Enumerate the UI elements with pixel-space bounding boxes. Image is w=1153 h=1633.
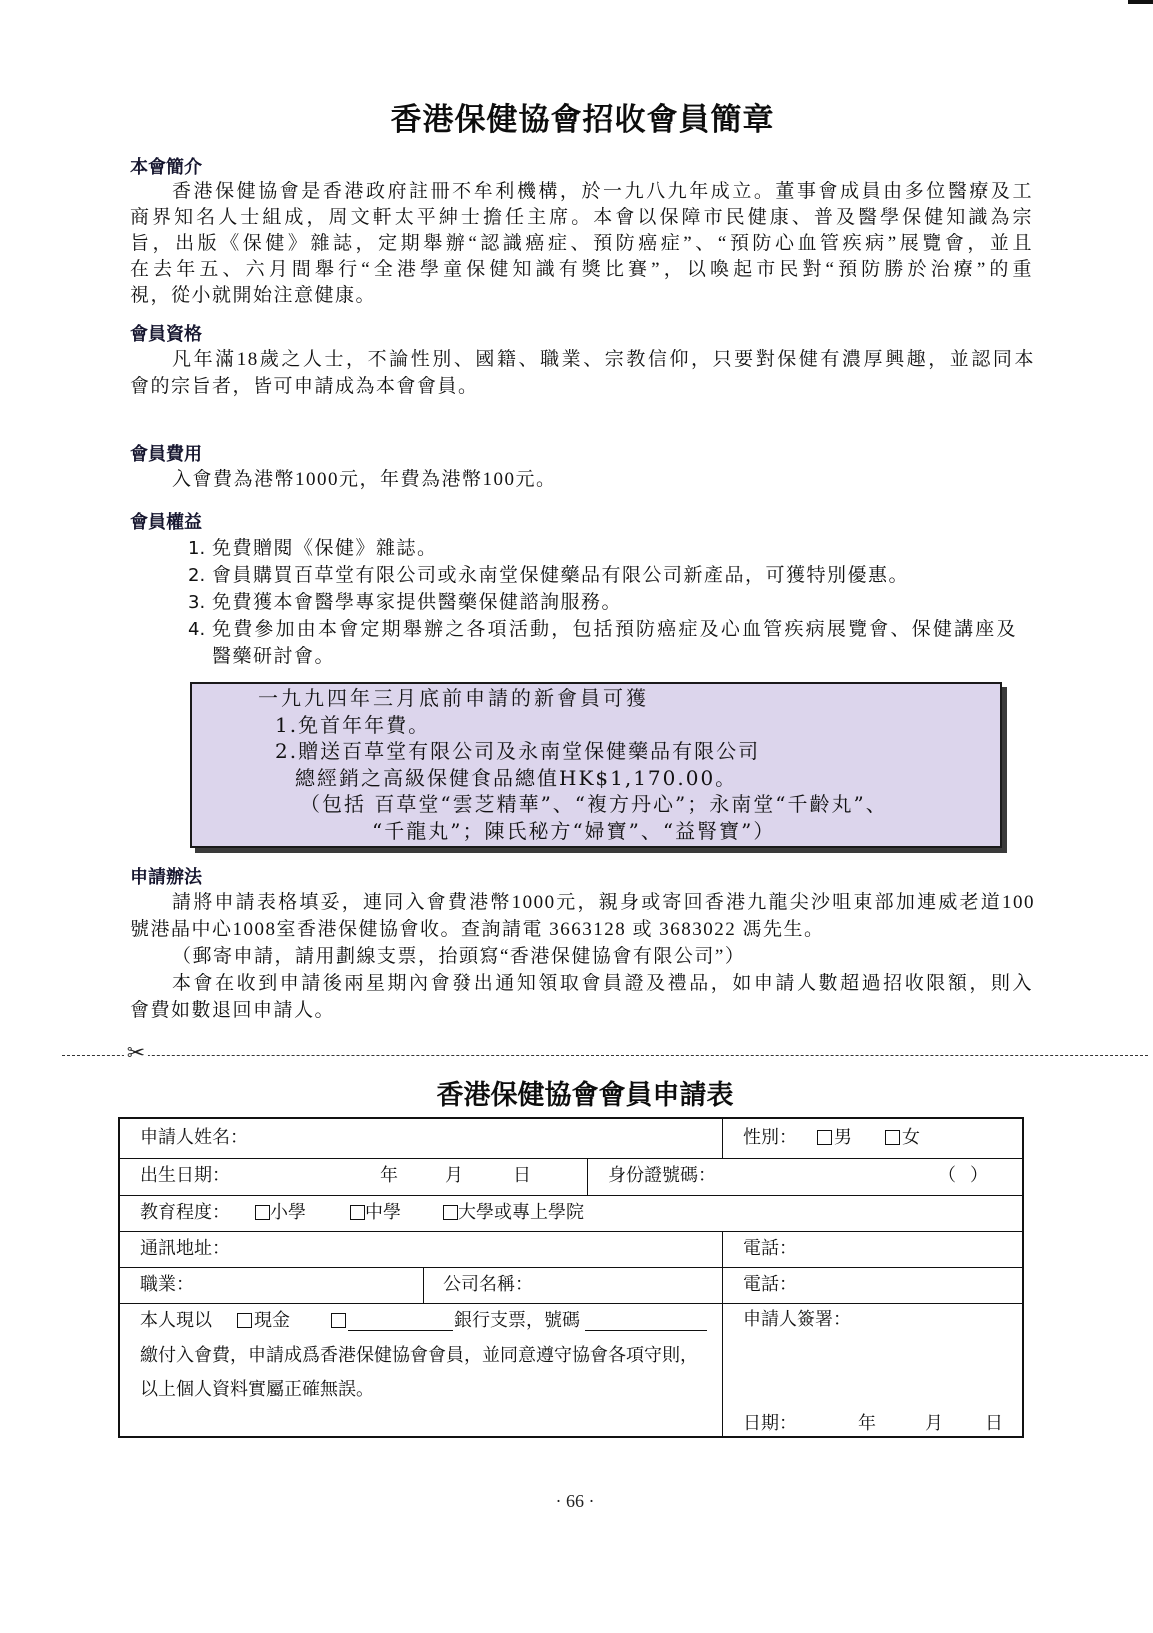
paragraph-line: 請將申請表格填妥，連同入會費港幣1000元，親身或寄回香港九龍尖沙咀東部加連威老道100 [172,892,1035,913]
education-primary-label: 小學 [270,1202,306,1223]
payment-cheque-checkbox[interactable] [331,1313,346,1328]
dob-month-label: 月 [445,1165,463,1186]
dob-day-label: 日 [513,1165,531,1186]
date-day-label: 日 [985,1413,1003,1434]
page-number: · 66 · [555,1491,595,1511]
list-number: 2. [188,565,206,586]
gender-male-label: 男 [834,1127,852,1148]
date-month-label: 月 [925,1413,943,1434]
form-title: 香港保健協會會員申請表 [436,1080,734,1111]
list-item [130,535,1045,562]
offer-line: 2.贈送百草堂有限公司及永南堂保健藥品有限公司 [275,739,761,764]
paragraph-line: 入會費為港幣1000元，年費為港幣100元。 [172,469,557,490]
occupation-label: 職業： [140,1274,194,1295]
signature-label: 申請人簽署： [743,1309,851,1330]
row-divider [120,1195,1022,1196]
paragraph-line: 視，從小就開始注意健康。 [130,285,377,306]
section-apply [130,867,1045,1024]
column-divider [722,1119,723,1158]
paragraph-line: 香港保健協會是香港政府註冊不牟利機構，於一九八九年成立。董事會成員由多位醫療及工 [172,181,1033,202]
list-item [130,589,1045,616]
cut-line [62,1055,1148,1056]
office-phone-label: 電話： [743,1274,797,1295]
id-number-label: 身份證號碼： [608,1165,716,1186]
list-number: 3. [188,592,206,613]
paragraph-line: 旨，出版《保健》雜誌，定期舉辦“認識癌症、預防癌症”、“預防心血管疾病”展覽會，並且 [130,233,1033,254]
list-item-text: 免費獲本會醫學專家提供醫藥保健諮詢服務。 [212,592,623,613]
education-secondary-checkbox[interactable] [350,1205,365,1220]
list-item [130,562,1045,589]
row-divider [120,1158,1022,1159]
paragraph-line: 號港晶中心1008室香港保健協會收。查詢請電 3663128 或 3683022 馮先生。 [130,919,825,940]
list-item-text: 免費贈閱《保健》雜誌。 [212,538,438,559]
section-heading: 本會簡介 [130,157,202,178]
dob-year-label: 年 [380,1165,398,1186]
company-label: 公司名稱： [443,1274,533,1295]
section-intro [130,157,1045,309]
address-label: 通訊地址： [140,1238,230,1259]
section-heading: 會員資格 [130,324,202,345]
row-divider [120,1267,1022,1268]
date-year-label: 年 [858,1413,876,1434]
application-form [118,1117,1024,1438]
dob-label: 出生日期： [140,1165,230,1186]
section-fees [130,444,1045,493]
education-secondary-label: 中學 [365,1202,401,1223]
list-number: 4. [188,619,206,640]
offer-line: 一九九四年三月底前申請的新會員可獲 [258,686,649,710]
list-item-text: 醫藥研討會。 [212,646,336,667]
id-check-digit-close: ） [970,1165,988,1186]
row-divider [120,1231,1022,1232]
paragraph-line: （郵寄申請，請用劃線支票，抬頭寫“香港保健協會有限公司”） [172,946,746,967]
payment-prefix: 本人現以 [140,1310,212,1331]
offer-line: “千龍丸”；陳氏秘方“婦寶”、“益腎寶”） [372,818,776,843]
education-tertiary-label: 大學或專上學院 [458,1202,584,1223]
gender-label: 性別： [743,1127,797,1148]
column-divider [423,1267,424,1303]
date-label: 日期： [743,1413,797,1434]
column-divider [587,1158,588,1195]
paragraph-line: 商界知名人士組成，周文軒太平紳士擔任主席。本會以保障市民健康、普及醫學保健知識為宗 [130,207,1033,228]
cheque-number-blank [585,1330,707,1331]
new-member-offer-box [190,682,1002,848]
home-phone-label: 電話： [743,1238,797,1259]
payment-cash-label: 現金 [254,1310,290,1331]
section-eligibility [130,324,1045,400]
paragraph-line: 本會在收到申請後兩星期內會發出通知領取會員證及禮品，如申請人數超過招收限額，則入 [172,973,1033,994]
declaration-line: 以上個人資料實屬正確無誤。 [140,1379,374,1400]
scissors-icon: ✂ [124,1040,148,1068]
education-label: 教育程度： [140,1202,230,1223]
list-item-text: 會員購買百草堂有限公司或永南堂保健藥品有限公司新產品，可獲特別優惠。 [212,565,910,586]
offer-line: 總經銷之高級保健食品總值HK$1,170.00。 [295,765,738,790]
education-primary-checkbox[interactable] [255,1205,270,1220]
id-check-digit-open: （ [938,1165,956,1186]
gender-male-checkbox[interactable] [817,1130,832,1145]
gender-female-checkbox[interactable] [885,1130,900,1145]
list-item [130,616,1045,643]
bank-name-blank [348,1330,453,1331]
gender-female-label: 女 [902,1127,920,1148]
scan-edge-mark [1128,0,1153,4]
offer-line: 1.免首年年費。 [275,712,431,737]
payment-cheque-label: 銀行支票，號碼 [454,1310,580,1331]
paragraph-line: 會的宗旨者，皆可申請成為本會會員。 [130,376,479,397]
list-number: 1. [188,538,206,559]
paragraph-line: 凡年滿18歲之人士，不論性別、國籍、職業、宗教信仰，只要對保健有濃厚興趣，並認同本 [172,349,1035,370]
section-heading: 會員費用 [130,444,202,465]
column-divider [722,1231,723,1436]
paragraph-line: 會費如數退回申請人。 [130,1000,336,1021]
section-heading: 申請辦法 [130,867,202,888]
declaration-line: 繳付入會費，申請成爲香港保健協會會員，並同意遵守協會各項守則， [140,1345,698,1366]
list-item-continuation [130,643,1045,670]
row-divider [120,1303,1022,1304]
section-heading: 會員權益 [130,512,202,533]
page-title: 香港保健協會招收會員簡章 [390,102,775,138]
list-item-text: 免費參加由本會定期舉辦之各項活動，包括預防癌症及心血管疾病展覽會、保健講座及 [212,619,1017,640]
paragraph-line: 在去年五、六月間舉行“全港學童保健知識有獎比賽”，以喚起市民對“預防勝於治療”的重 [130,259,1033,280]
name-label: 申請人姓名： [140,1127,248,1148]
offer-line: （包括 百草堂“雲芝精華”、“複方丹心”；永南堂“千齡丸”、 [300,792,888,817]
section-benefits [130,511,1045,670]
education-tertiary-checkbox[interactable] [443,1205,458,1220]
payment-cash-checkbox[interactable] [237,1313,252,1328]
